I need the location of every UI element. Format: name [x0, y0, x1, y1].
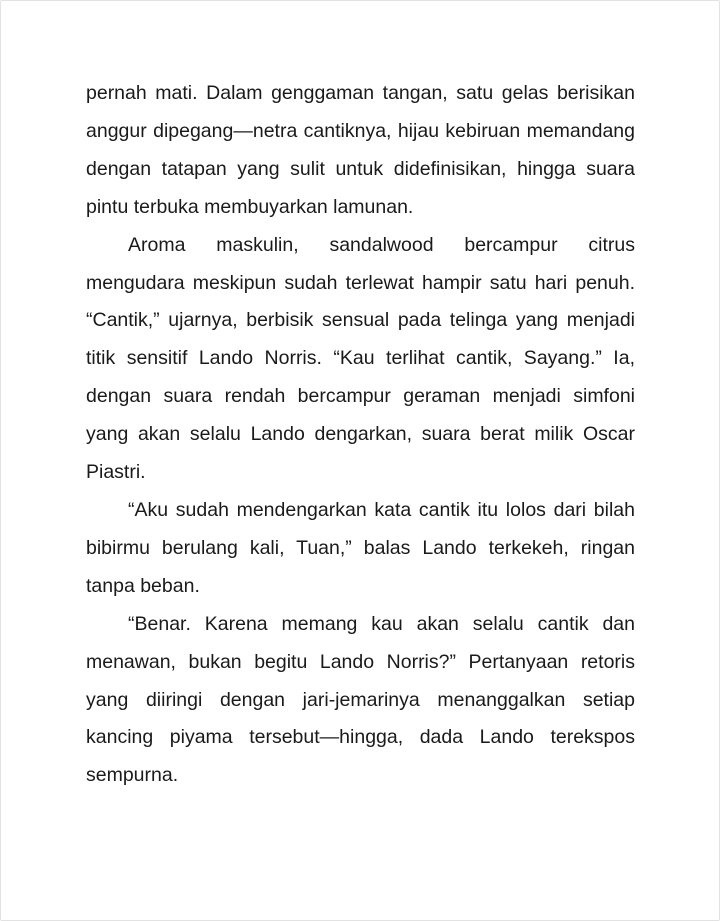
- paragraph-3: “Aku sudah mendengarkan kata cantik itu lolos dari bilah bibirmu berulang kali, Tuan,” balas Lando terkekeh, ringan tanpa beban.: [86, 498, 635, 597]
- paragraph-1: pernah mati. Dalam genggaman tangan, satu gelas berisikan anggur dipegang—netra cantiknya, hijau kebiruan memandang dengan tatapan yang sulit untuk didefinisikan, hingga suara pintu terbuka membuyarkan lamunan.: [86, 82, 635, 218]
- body-text: [86, 75, 635, 795]
- paragraph-4: “Benar. Karena memang kau akan selalu cantik dan menawan, bukan begitu Lando Norris?” Pertanyaan retoris yang diiringi dengan jari-jemarinya menanggalkan setiap kancing piyama tersebut—hingga, dada Lando terekspos sempurna.: [86, 612, 635, 787]
- paragraph-2: Aroma maskulin, sandalwood bercampur citrus mengudara meskipun sudah terlewat hampir satu hari penuh. “Cantik,” ujarnya, berbisik sensual pada telinga yang menjadi titik sensitif Lando Norris. “Kau terlihat cantik, Sayang.” Ia, dengan suara rendah bercampur geraman menjadi simfoni yang akan selalu Lando dengarkan, suara berat milik Oscar Piastri.: [86, 233, 635, 484]
